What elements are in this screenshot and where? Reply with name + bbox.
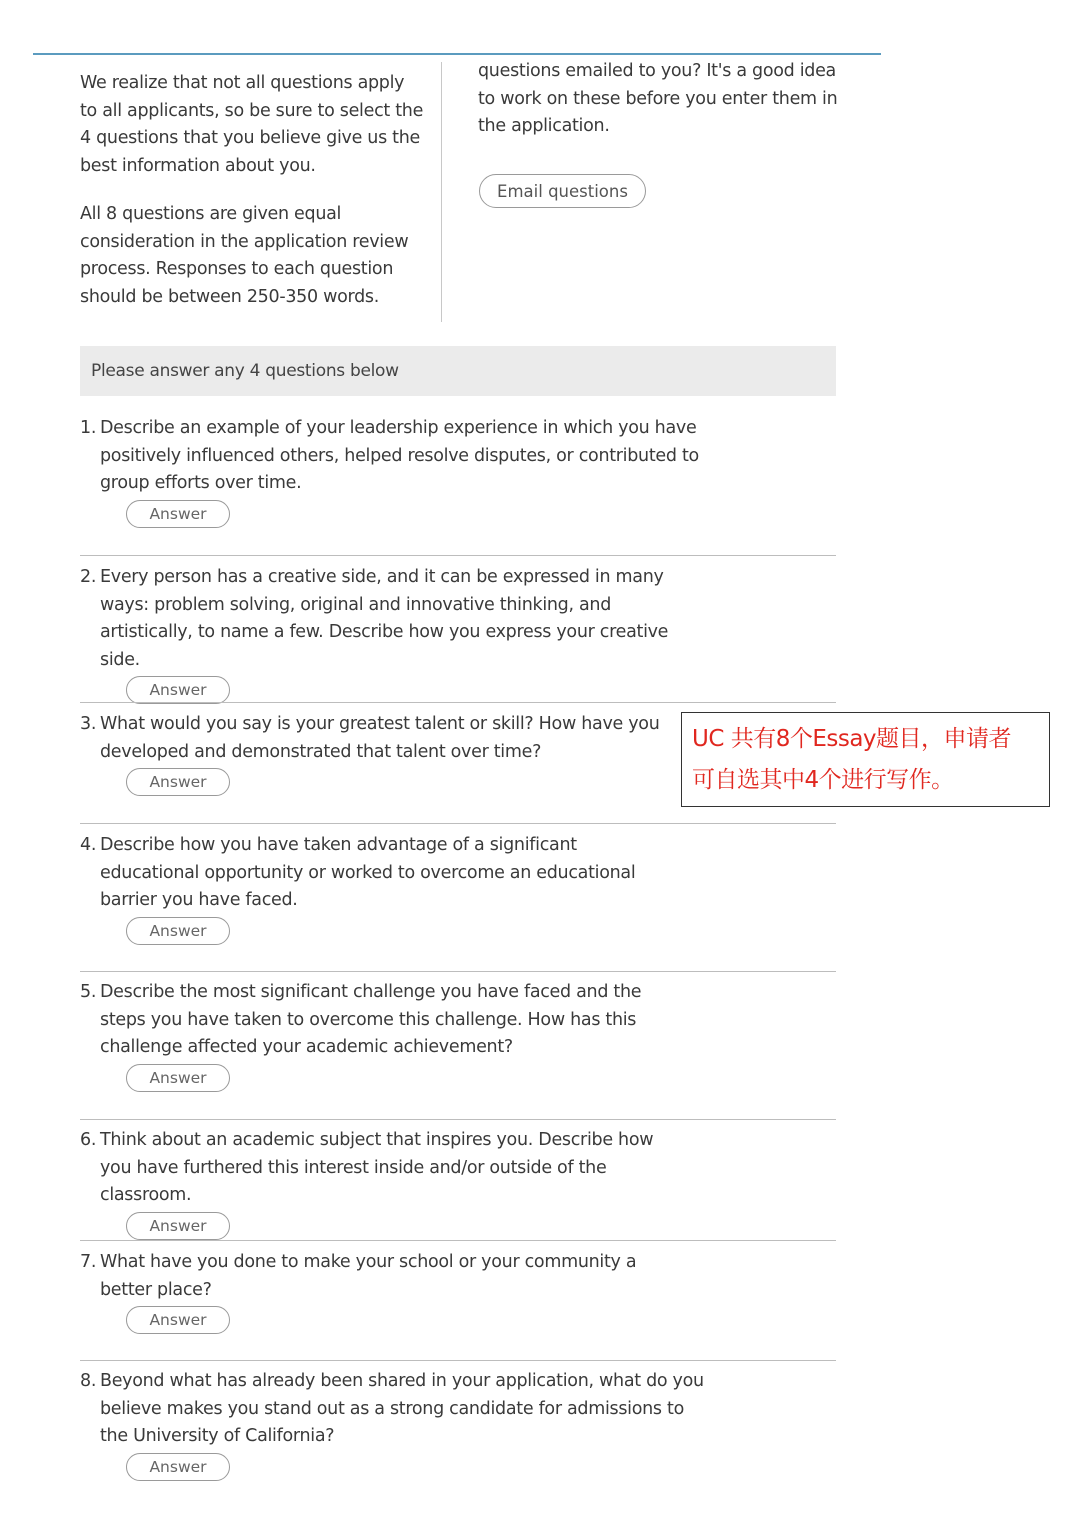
question-item xyxy=(80,1127,836,1240)
question-separator xyxy=(80,1240,836,1241)
email-questions-text: questions emailed to you? It's a good idea to work on these before you enter them in the application. xyxy=(478,61,838,136)
answer-button-1[interactable]: Answer xyxy=(126,500,230,528)
question-item xyxy=(80,979,836,1092)
question-separator xyxy=(80,1360,836,1361)
question-item xyxy=(80,1249,836,1334)
question-number: 1. xyxy=(80,418,97,438)
question-separator xyxy=(80,1119,836,1120)
answer-button-2[interactable]: Answer xyxy=(126,676,230,704)
question-text: Every person has a creative side, and it can be expressed in many ways: problem solving, original and innovative thinking, and artistically, to name a few. Describe how you express your creative side. xyxy=(100,567,669,670)
answer-button-3[interactable]: Answer xyxy=(126,768,230,796)
question-item xyxy=(80,415,836,528)
question-number: 7. xyxy=(80,1252,97,1272)
question-item xyxy=(80,564,836,704)
question-item xyxy=(80,1368,836,1481)
question-text: Describe an example of your leadership experience in which you have positively influenced others, helped resolve disputes, or contributed to group efforts over time. xyxy=(100,418,699,493)
question-number: 8. xyxy=(80,1371,97,1391)
intro-instructions xyxy=(80,70,425,332)
question-number: 6. xyxy=(80,1130,97,1150)
annotation-line-1: UC 共有8个Essay题目，申请者 xyxy=(692,726,1012,752)
email-questions-button[interactable]: Email questions xyxy=(479,174,646,208)
answer-button-6[interactable]: Answer xyxy=(126,1212,230,1240)
answer-button-4[interactable]: Answer xyxy=(126,917,230,945)
question-text: Beyond what has already been shared in your application, what do you believe makes you stand out as a strong candidate for admissions to the University of California? xyxy=(100,1371,704,1446)
question-number: 3. xyxy=(80,714,97,734)
answer-button-8[interactable]: Answer xyxy=(126,1453,230,1481)
question-number: 2. xyxy=(80,567,97,587)
intro-paragraph-1: We realize that not all questions apply to all applicants, so be sure to select the 4 questions that you believe give us the best information about you. xyxy=(80,73,424,176)
annotation-callout xyxy=(681,712,1050,807)
question-separator xyxy=(80,702,836,703)
question-text: What would you say is your greatest talent or skill? How have you developed and demonstrated that talent over time? xyxy=(100,714,660,762)
top-divider xyxy=(33,53,881,55)
question-separator xyxy=(80,971,836,972)
email-questions-panel xyxy=(478,58,838,141)
section-header: Please answer any 4 questions below xyxy=(80,346,836,396)
column-divider xyxy=(441,62,442,322)
question-text: What have you done to make your school or your community a better place? xyxy=(100,1252,637,1300)
question-item xyxy=(80,832,836,945)
question-separator xyxy=(80,555,836,556)
answer-button-5[interactable]: Answer xyxy=(126,1064,230,1092)
question-text: Describe how you have taken advantage of a significant educational opportunity or worked to overcome an educational barrier you have faced. xyxy=(100,835,636,910)
question-text: Think about an academic subject that inspires you. Describe how you have furthered this interest inside and/or outside of the classroom. xyxy=(100,1130,654,1205)
question-text: Describe the most significant challenge you have faced and the steps you have taken to overcome this challenge. How has this challenge affected your academic achievement? xyxy=(100,982,642,1057)
question-number: 4. xyxy=(80,835,97,855)
question-number: 5. xyxy=(80,982,97,1002)
question-separator xyxy=(80,823,836,824)
annotation-line-2: 可自选其中4个进行写作。 xyxy=(692,767,954,793)
answer-button-7[interactable]: Answer xyxy=(126,1306,230,1334)
intro-paragraph-2: All 8 questions are given equal consideration in the application review process. Responses to each question should be between 250-350 words. xyxy=(80,204,409,307)
